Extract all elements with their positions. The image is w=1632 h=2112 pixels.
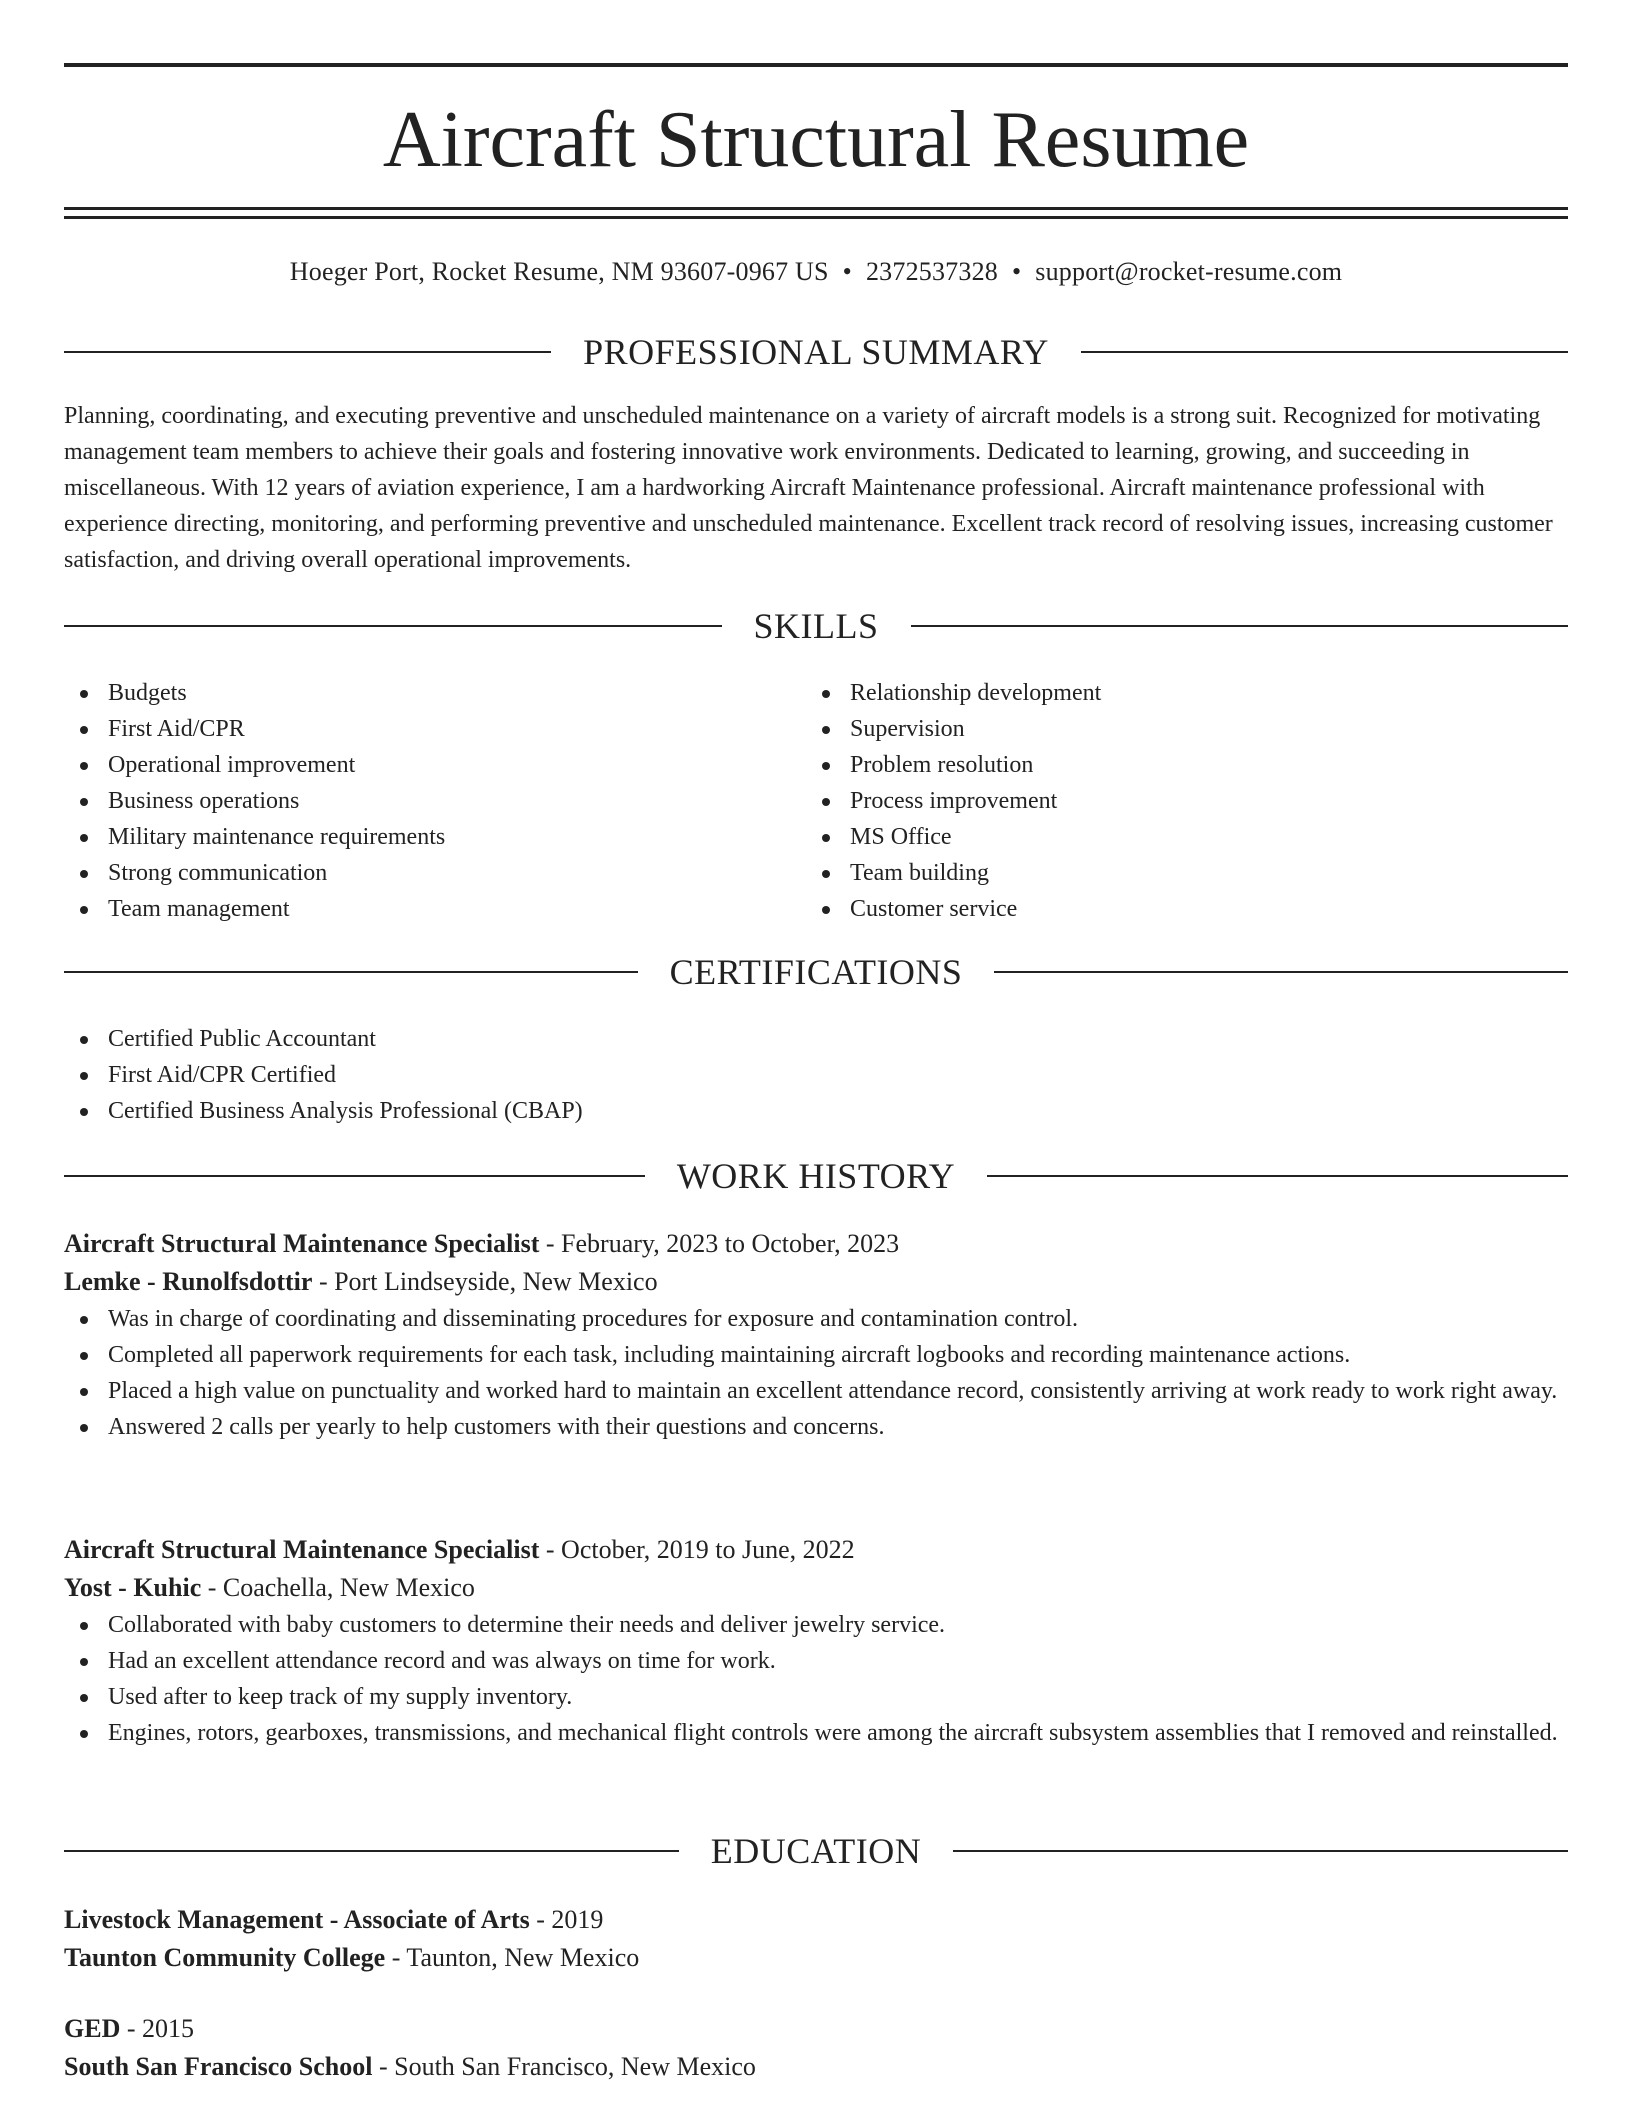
section-heading-summary bbox=[64, 330, 1568, 374]
job-title-line bbox=[64, 1225, 1568, 1263]
summary-text: Planning, coordinating, and executing preventive and unscheduled maintenance on a variety of aircraft models is a strong suit. Recognized for motivating management team members to achieve their goals and fostering innovative work environments. Dedicated to learning, growing, and succeeding in miscellaneous. With 12 years of aviation experience, I am a hardworking Aircraft Maintenance professional. Aircraft maintenance professional with experience directing, monitoring, and performing preventive and unscheduled maintenance. Excellent track record of resolving issues, increasing customer satisfaction, and driving overall operational improvements. bbox=[64, 403, 1553, 573]
heading-rule bbox=[987, 1175, 1568, 1177]
job-entry bbox=[64, 1531, 1568, 1751]
education-entry bbox=[64, 2010, 1568, 2086]
heading-rule bbox=[953, 1850, 1568, 1852]
job-bullet: Placed a high value on punctuality and worked hard to maintain an excellent attendance record, consistently arriving at work ready to work right away. bbox=[64, 1373, 1568, 1409]
job-location: - Port Lindseyside, New Mexico bbox=[312, 1267, 658, 1296]
resume-title: Aircraft Structural Resume bbox=[382, 96, 1250, 184]
section-heading-education bbox=[64, 1829, 1568, 1873]
education-school: Taunton Community College bbox=[64, 1943, 386, 1972]
contact-email: support@rocket-resume.com bbox=[1035, 257, 1343, 286]
skills-list-left bbox=[64, 675, 804, 927]
education-entry bbox=[64, 1901, 1568, 1977]
education-location: - Taunton, New Mexico bbox=[385, 1943, 640, 1972]
job-bullet: Used after to keep track of my supply inventory. bbox=[64, 1679, 1568, 1715]
skill-item: Customer service bbox=[806, 891, 1546, 927]
job-title: Aircraft Structural Maintenance Specialist bbox=[64, 1229, 540, 1258]
section-heading-work-history bbox=[64, 1154, 1568, 1198]
heading-rule bbox=[64, 1850, 679, 1852]
education-location: - South San Francisco, New Mexico bbox=[372, 2052, 756, 2081]
skill-item: Supervision bbox=[806, 711, 1546, 747]
section-title: EDUCATION bbox=[710, 1831, 922, 1871]
section-title: PROFESSIONAL SUMMARY bbox=[583, 332, 1049, 372]
education-degree: GED bbox=[64, 2014, 121, 2043]
heading-rule bbox=[64, 1175, 645, 1177]
job-bullets bbox=[64, 1607, 1568, 1751]
heading-rule bbox=[994, 971, 1568, 973]
skill-item: Team management bbox=[64, 891, 804, 927]
title-double-rule bbox=[64, 207, 1568, 219]
section-title: SKILLS bbox=[753, 606, 879, 646]
skill-item: Budgets bbox=[64, 675, 804, 711]
certification-item: Certified Public Accountant bbox=[64, 1021, 1568, 1057]
heading-rule bbox=[64, 971, 638, 973]
heading-rule bbox=[64, 625, 722, 627]
job-company-line bbox=[64, 1569, 1568, 1607]
skills-list-right bbox=[806, 675, 1546, 927]
job-bullet: Had an excellent attendance record and was always on time for work. bbox=[64, 1643, 1568, 1679]
skill-item: Problem resolution bbox=[806, 747, 1546, 783]
skill-item: Team building bbox=[806, 855, 1546, 891]
skill-item: Operational improvement bbox=[64, 747, 804, 783]
job-dates: - October, 2019 to June, 2022 bbox=[539, 1535, 855, 1564]
certifications-list bbox=[64, 1021, 1568, 1129]
job-title: Aircraft Structural Maintenance Specialist bbox=[64, 1535, 540, 1564]
job-company: Lemke - Runolfsdottir bbox=[64, 1267, 313, 1296]
job-dates: - February, 2023 to October, 2023 bbox=[539, 1229, 900, 1258]
education-school-line bbox=[64, 1939, 1568, 1977]
education-school-line bbox=[64, 2048, 1568, 2086]
section-title: CERTIFICATIONS bbox=[669, 952, 963, 992]
contact-address: Hoeger Port, Rocket Resume, NM 93607-0967 US bbox=[289, 257, 829, 286]
job-bullet: Collaborated with baby customers to determine their needs and deliver jewelry service. bbox=[64, 1607, 1568, 1643]
section-heading-skills bbox=[64, 604, 1568, 648]
certification-item: Certified Business Analysis Professional (CBAP) bbox=[64, 1093, 1568, 1129]
job-company-line bbox=[64, 1263, 1568, 1301]
job-bullets bbox=[64, 1301, 1568, 1445]
heading-rule bbox=[64, 351, 551, 353]
contact-line bbox=[64, 252, 1568, 292]
skill-item: Military maintenance requirements bbox=[64, 819, 804, 855]
job-bullet: Answered 2 calls per yearly to help customers with their questions and concerns. bbox=[64, 1409, 1568, 1445]
contact-separator: • bbox=[1011, 257, 1022, 286]
job-entry bbox=[64, 1225, 1568, 1445]
job-title-line bbox=[64, 1531, 1568, 1569]
certification-item: First Aid/CPR Certified bbox=[64, 1057, 1568, 1093]
skill-item: Business operations bbox=[64, 783, 804, 819]
education-year: - 2015 bbox=[120, 2014, 195, 2043]
job-location: - Coachella, New Mexico bbox=[201, 1573, 475, 1602]
education-degree: Livestock Management - Associate of Arts bbox=[64, 1905, 530, 1934]
section-heading-certifications bbox=[64, 950, 1568, 994]
contact-phone: 2372537328 bbox=[865, 257, 998, 286]
contact-separator: • bbox=[842, 257, 852, 286]
job-bullet: Engines, rotors, gearboxes, transmissions, and mechanical flight controls were among the aircraft subsystem assemblies that I removed and reinstalled. bbox=[64, 1715, 1568, 1751]
top-rule bbox=[64, 63, 1568, 67]
education-degree-line bbox=[64, 2010, 1568, 2048]
job-bullet: Completed all paperwork requirements for each task, including maintaining aircraft logbooks and recording maintenance actions. bbox=[64, 1337, 1568, 1373]
education-year: - 2019 bbox=[529, 1905, 604, 1934]
heading-rule bbox=[1081, 351, 1568, 353]
skill-item: Strong communication bbox=[64, 855, 804, 891]
skill-item: MS Office bbox=[806, 819, 1546, 855]
skill-item: First Aid/CPR bbox=[64, 711, 804, 747]
education-school: South San Francisco School bbox=[64, 2052, 373, 2081]
skill-item: Process improvement bbox=[806, 783, 1546, 819]
education-degree-line bbox=[64, 1901, 1568, 1939]
job-bullet: Was in charge of coordinating and disseminating procedures for exposure and contamination control. bbox=[64, 1301, 1568, 1337]
skill-item: Relationship development bbox=[806, 675, 1546, 711]
job-company: Yost - Kuhic bbox=[64, 1573, 202, 1602]
section-title: WORK HISTORY bbox=[676, 1156, 956, 1196]
heading-rule bbox=[911, 625, 1569, 627]
